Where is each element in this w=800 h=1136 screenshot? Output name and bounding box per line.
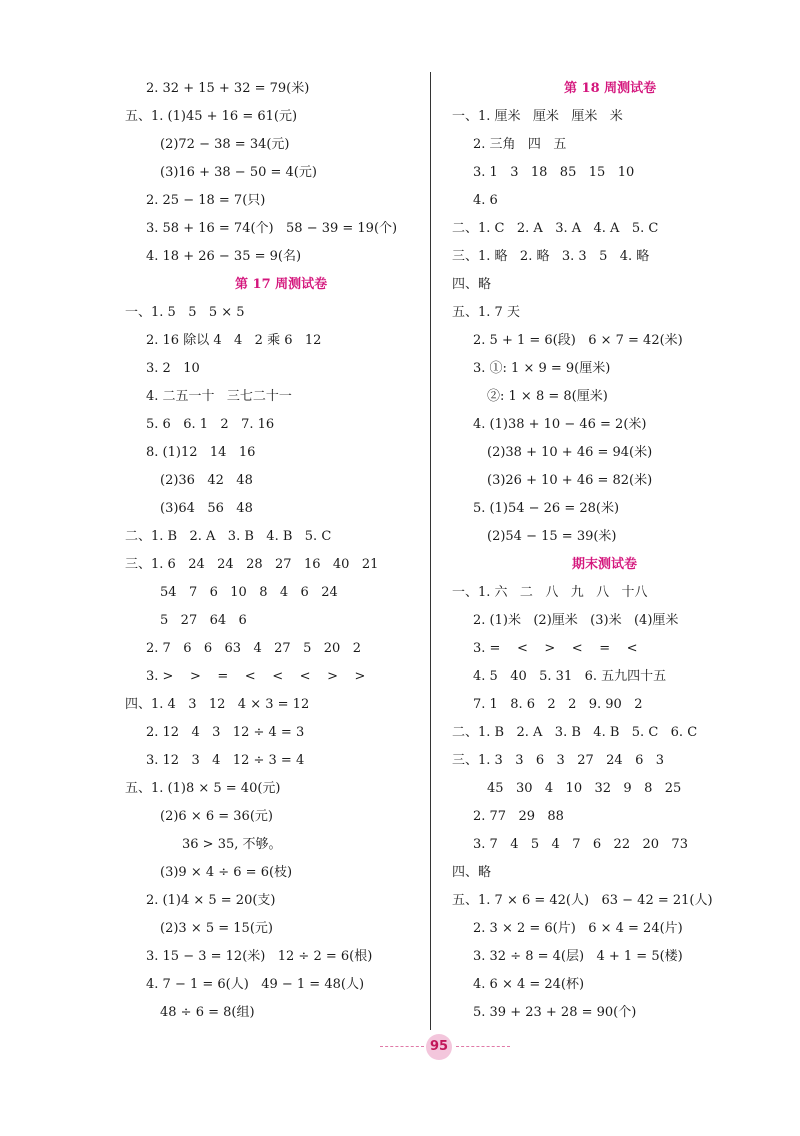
answer-line: 二、1. C 2. A 3. A 4. A 5. C [452, 221, 659, 236]
answer-line: 3. 7 4 5 4 7 6 22 20 73 [473, 837, 688, 852]
answer-line: 3. 32 ÷ 8 = 4(层) 4 + 1 = 5(楼) [473, 949, 683, 964]
footer-rule-left [380, 1046, 424, 1047]
answer-line: 7. 1 8. 6 2 2 9. 90 2 [473, 697, 643, 712]
answer-line: 3. 58 + 16 = 74(个) 58 − 39 = 19(个) [146, 221, 398, 236]
answer-line: 2. 5 + 1 = 6(段) 6 × 7 = 42(米) [473, 333, 683, 348]
answer-line: (2)6 × 6 = 36(元) [160, 809, 273, 824]
answer-line: 五、1. (1)8 × 5 = 40(元) [125, 781, 281, 796]
answer-line: 3. 12 3 4 12 ÷ 3 = 4 [146, 753, 305, 768]
answer-line: 2. 32 + 15 + 32 = 79(米) [146, 81, 310, 96]
answer-line: 三、1. 3 3 6 3 27 24 6 3 [452, 753, 665, 768]
answer-line: 54 7 6 10 8 4 6 24 [160, 585, 338, 600]
answer-line: (3)16 + 38 − 50 = 4(元) [160, 165, 317, 180]
answer-line: (2)72 − 38 = 34(元) [160, 137, 290, 152]
answer-line: 5. 39 + 23 + 28 = 90(个) [473, 1005, 637, 1020]
answer-line: (3)9 × 4 ÷ 6 = 6(枝) [160, 865, 293, 880]
answer-line: 四、略 [452, 865, 492, 880]
answer-line: 4. 7 − 1 = 6(人) 49 − 1 = 48(人) [146, 977, 365, 992]
answer-line: 三、1. 略 2. 略 3. 3 5 4. 略 [452, 249, 650, 264]
answer-line: 45 30 4 10 32 9 8 25 [487, 781, 682, 796]
answer-line: 一、1. 5 5 5 × 5 [125, 305, 245, 320]
answer-line: (3)64 56 48 [160, 501, 253, 516]
answer-line: 4. (1)38 + 10 − 46 = 2(米) [473, 417, 647, 432]
answer-line: 三、1. 6 24 24 28 27 16 40 21 [125, 557, 379, 572]
answer-line: 2. 7 6 6 63 4 27 5 20 2 [146, 641, 361, 656]
column-divider [430, 72, 431, 1030]
answer-line: 4. 18 + 26 − 35 = 9(名) [146, 249, 302, 264]
answer-line: (3)26 + 10 + 46 = 82(米) [487, 473, 653, 488]
answer-line: (2)3 × 5 = 15(元) [160, 921, 273, 936]
answer-line: 2. 3 × 2 = 6(片) 6 × 4 = 24(片) [473, 921, 683, 936]
answer-line: 2. (1)米 (2)厘米 (3)米 (4)厘米 [473, 613, 679, 628]
answer-line: 2. 16 除以 4 4 2 乘 6 12 [146, 333, 322, 348]
footer-rule-right [456, 1046, 510, 1047]
answer-line: 四、略 [452, 277, 492, 292]
answer-line: 一、1. 六 二 八 九 八 十八 [452, 585, 648, 600]
answer-line: 36 > 35, 不够。 [182, 837, 282, 852]
answer-line: 3. 1 3 18 85 15 10 [473, 165, 635, 180]
answer-line: 4. 二五一十 三七二十一 [146, 389, 292, 404]
answer-line: 五、1. 7 天 [452, 305, 520, 320]
section-heading: 第 17 周测试卷 [235, 277, 328, 292]
answer-line: 5. 6 6. 1 2 7. 16 [146, 417, 275, 432]
answer-line: 3. > > = < < < > > [146, 669, 366, 684]
answer-line: 二、1. B 2. A 3. B 4. B 5. C [125, 529, 332, 544]
answer-line: 4. 5 40 5. 31 6. 五九四十五 [473, 669, 667, 684]
answer-line: 4. 6 [473, 193, 498, 208]
answer-line: 3. = < > < = < [473, 641, 638, 656]
answer-line: (2)54 − 15 = 39(米) [487, 529, 617, 544]
answer-line: 四、1. 4 3 12 4 × 3 = 12 [125, 697, 310, 712]
answer-line: (2)36 42 48 [160, 473, 253, 488]
answer-line: 2. 12 4 3 12 ÷ 4 = 3 [146, 725, 305, 740]
answer-line: 五、1. 7 × 6 = 42(人) 63 − 42 = 21(人) [452, 893, 713, 908]
answer-line: 五、1. (1)45 + 16 = 61(元) [125, 109, 298, 124]
page-number: 95 [426, 1034, 452, 1060]
answer-line: 2. (1)4 × 5 = 20(支) [146, 893, 276, 908]
answer-line: 3. ①: 1 × 9 = 9(厘米) [473, 361, 611, 376]
answer-line: 3. 2 10 [146, 361, 200, 376]
answer-line: ②: 1 × 8 = 8(厘米) [487, 389, 608, 404]
answer-line: 8. (1)12 14 16 [146, 445, 256, 460]
answer-line: 4. 6 × 4 = 24(杯) [473, 977, 585, 992]
section-heading: 第 18 周测试卷 [564, 81, 657, 96]
answer-line: 2. 三角 四 五 [473, 137, 567, 152]
answer-line: 二、1. B 2. A 3. B 4. B 5. C 6. C [452, 725, 698, 740]
answer-line: 2. 25 − 18 = 7(只) [146, 193, 266, 208]
answer-line: 2. 77 29 88 [473, 809, 564, 824]
answer-line: 48 ÷ 6 = 8(组) [160, 1005, 255, 1020]
section-heading: 期末测试卷 [572, 557, 638, 572]
answer-line: 一、1. 厘米 厘米 厘米 米 [452, 109, 623, 124]
answer-line: 5 27 64 6 [160, 613, 247, 628]
answer-line: (2)38 + 10 + 46 = 94(米) [487, 445, 653, 460]
answer-line: 5. (1)54 − 26 = 28(米) [473, 501, 620, 516]
answer-line: 3. 15 − 3 = 12(米) 12 ÷ 2 = 6(根) [146, 949, 373, 964]
